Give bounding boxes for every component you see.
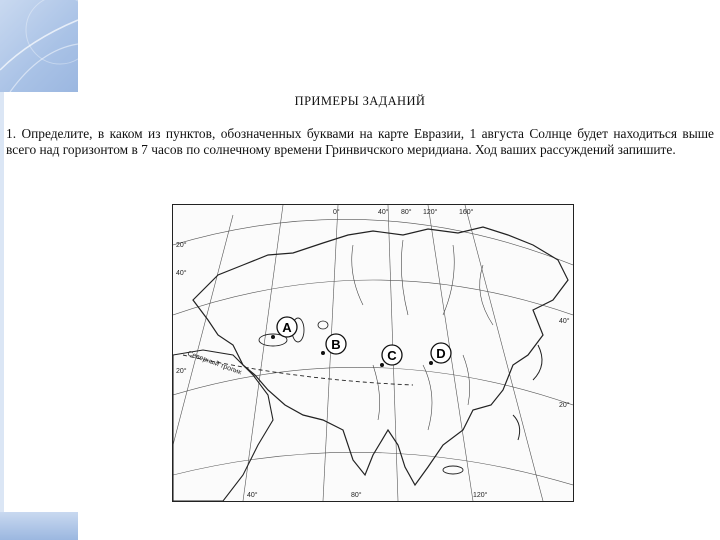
page-title: ПРИМЕРЫ ЗАДАНИЙ	[294, 94, 426, 108]
left-accent-strip	[0, 92, 4, 512]
graticule-label-left-1: 40°	[176, 270, 187, 277]
task-text: 1. Определите, в каком из пунктов, обозначенных буквами на карте Евразии, 1 августа Солнце будет находиться выше всего над горизонтом в 7 часов по солнечному времени Гринвичского меридиана. Ход ваших рассуждений запишите.	[6, 126, 714, 158]
marker-c	[380, 345, 402, 367]
graticule-label-bottom-2: 120°	[473, 492, 488, 499]
graticule-label-top-1: 40°	[378, 209, 389, 216]
marker-c-label: C	[387, 348, 397, 363]
graticule-label-left-2: 20°	[176, 368, 187, 375]
bottom-decoration	[0, 512, 78, 540]
marker-a	[271, 317, 297, 339]
marker-a-label: A	[282, 320, 292, 335]
graticule-label-top-2: 80°	[401, 209, 412, 216]
marker-d-label: D	[436, 346, 446, 361]
graticule-label-top-4: 160°	[459, 209, 474, 216]
eurasia-map	[172, 204, 574, 502]
corner-decoration	[0, 0, 78, 92]
graticule-label-left-0: 20°	[176, 242, 187, 249]
marker-d	[429, 343, 451, 365]
marker-b	[321, 334, 346, 355]
graticule-label-right-0: 40°	[559, 318, 570, 325]
graticule-label-top-3: 120°	[423, 209, 438, 216]
tropic-label: Северный тропик	[186, 350, 243, 377]
graticule-label-top-0: 0°	[333, 209, 340, 216]
graticule-label-right-1: 20°	[559, 402, 570, 409]
marker-b-label: B	[331, 337, 341, 352]
graticule-label-bottom-1: 80°	[351, 492, 362, 499]
graticule-label-bottom-0: 40°	[247, 492, 258, 499]
